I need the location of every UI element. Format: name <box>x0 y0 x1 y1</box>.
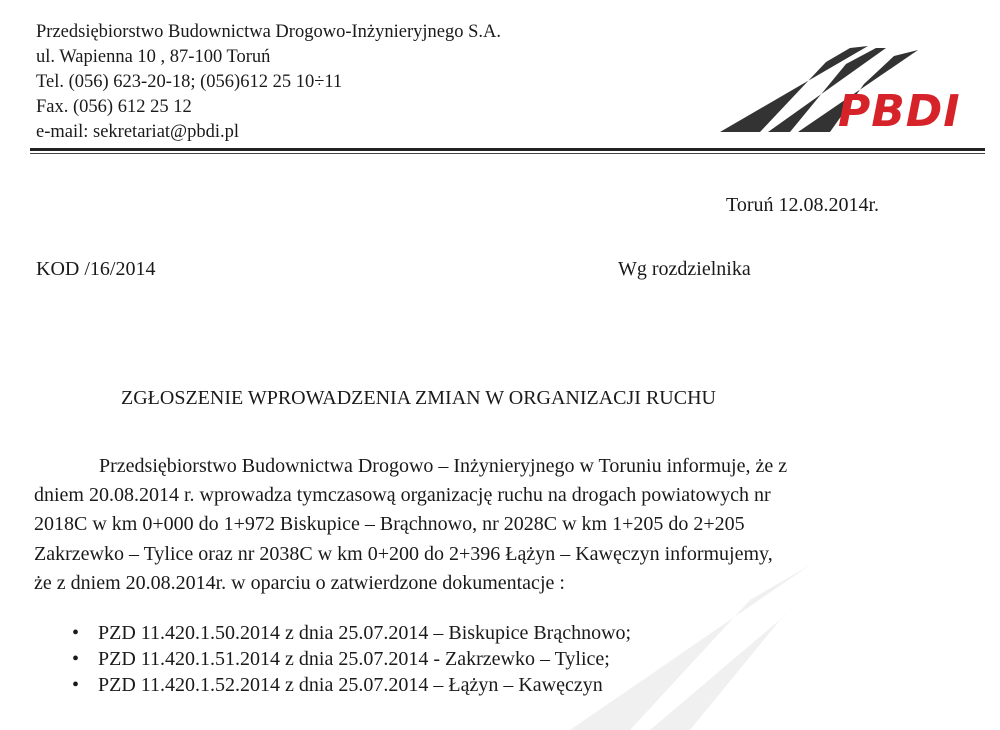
header-rule-thin <box>30 153 985 154</box>
list-item: • PZD 11.420.1.51.2014 z dnia 25.07.2014 - Zakrzewko – Tylice; <box>72 646 631 672</box>
header-rule-thick <box>30 148 985 151</box>
document-list <box>72 620 631 698</box>
paragraph-line: że z dniem 20.08.2014r. w oparciu o zatwierdzone dokumentacje : <box>34 572 565 594</box>
list-item: • PZD 11.420.1.52.2014 z dnia 25.07.2014 – Łążyn – Kawęczyn <box>72 672 631 698</box>
company-fax: Fax. (056) 612 25 12 <box>36 97 192 117</box>
paragraph-line: dniem 20.08.2014 r. wprowadza tymczasową organizację ruchu na drogach powiatowych nr <box>34 484 771 506</box>
company-name: Przedsiębiorstwo Budownictwa Drogowo-Inżynieryjnego S.A. <box>36 22 501 42</box>
company-address: ul. Wapienna 10 , 87-100 Toruń <box>36 47 271 67</box>
document-title: ZGŁOSZENIE WPROWADZENIA ZMIAN W ORGANIZACJI RUCHU <box>121 387 716 409</box>
logo-text: PBDI <box>838 86 961 137</box>
list-item: • PZD 11.420.1.50.2014 z dnia 25.07.2014 – Biskupice Brąchnowo; <box>72 620 631 646</box>
company-phone: Tel. (056) 623-20-18; (056)612 25 10÷11 <box>36 72 343 92</box>
company-email: e-mail: sekretariat@pbdi.pl <box>36 122 239 142</box>
paragraph-line: Przedsiębiorstwo Budownictwa Drogowo – Inżynieryjnego w Toruniu informuje, że z <box>99 455 788 477</box>
reference-code: KOD /16/2014 <box>36 258 156 280</box>
date-line: Toruń 12.08.2014r. <box>726 194 880 216</box>
paragraph-line: 2018C w km 0+000 do 1+972 Biskupice – Brąchnowo, nr 2028C w km 1+205 do 2+205 <box>34 513 745 535</box>
recipient: Wg rozdzielnika <box>618 258 751 280</box>
paragraph-line: Zakrzewko – Tylice oraz nr 2038C w km 0+200 do 2+396 Łążyn – Kawęczyn informujemy, <box>34 543 773 565</box>
